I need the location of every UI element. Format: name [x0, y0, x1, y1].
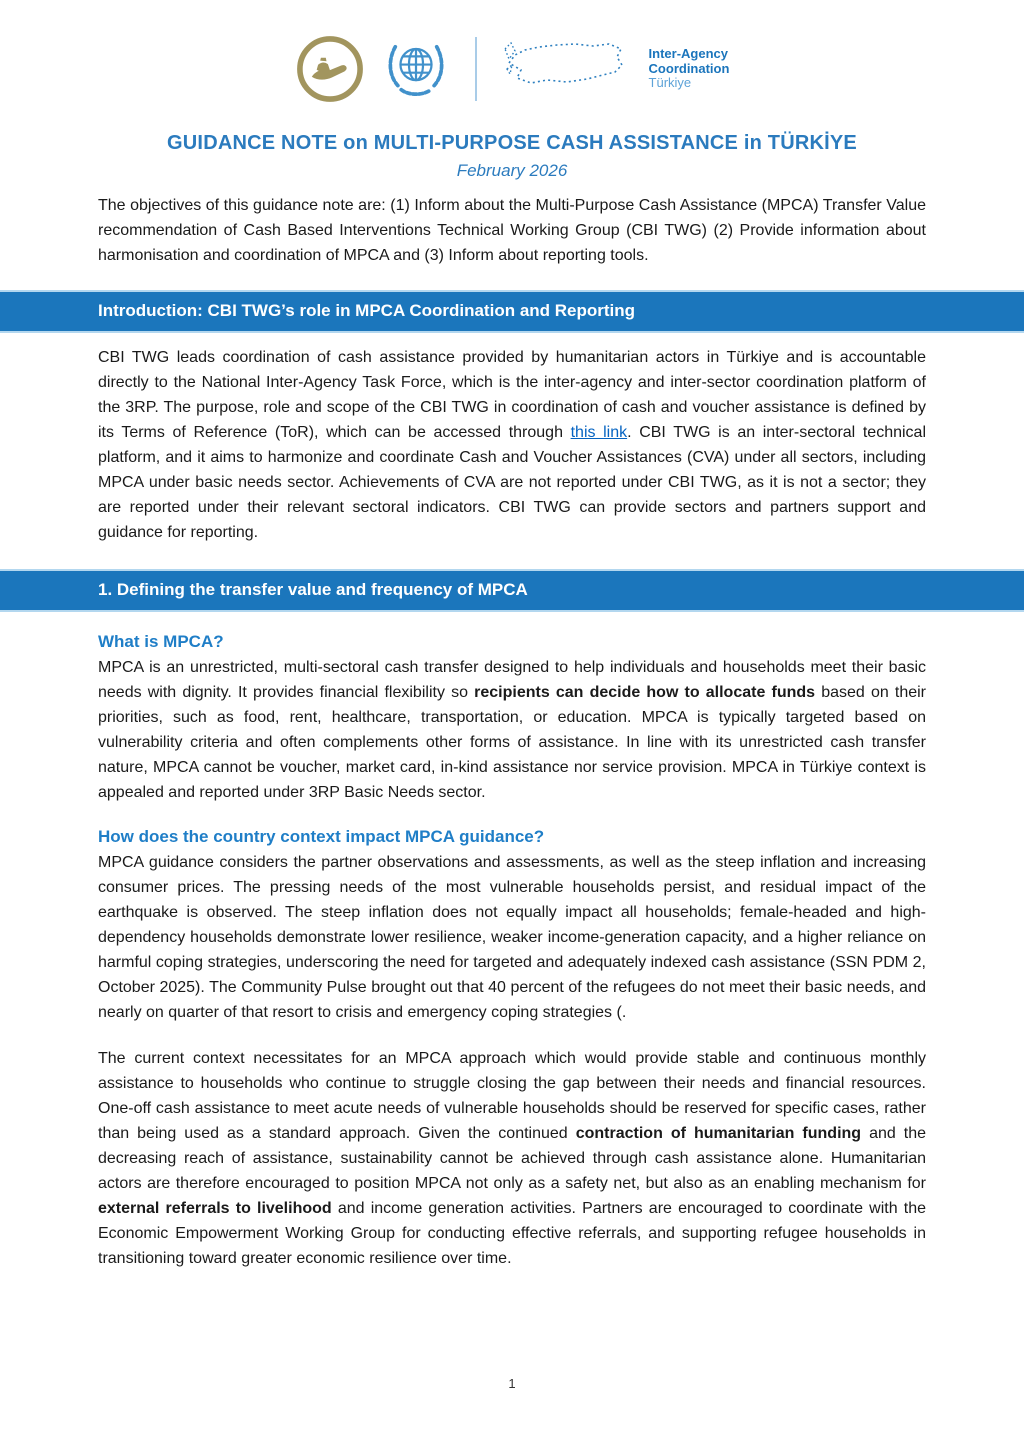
section-banner-1: 1. Defining the transfer value and frequency of MPCA [0, 569, 1024, 612]
tor-link[interactable]: this link [570, 424, 628, 441]
document-date: February 2026 [456, 161, 568, 180]
heading-what-is-mpca: What is MPCA? [98, 632, 224, 651]
introduction-paragraph: CBI TWG leads coordination of cash assistance provided by humanitarian actors in Türkiye and is accountable directly to the National Inter-Agency Task Force, which is the inter-agency and inter-sector coordination platform of the 3RP. The purpose, role and scope of the CBI TWG in coordination of cash and voucher assistance is defined by its Terms of Reference (ToR), which can be accessed through this link. CBI TWG is an inter-sectoral technical platform, and it aims to harmonize and coordinate Cash and Voucher Assistances (CVA) under all sectors, including MPCA under basic needs sector. Achievements of CVA are not reported under CBI TWG, as it is not a sector; they are reported under their relevant sectoral indicators. CBI TWG can provide sectors and partners support and guidance for reporting. [98, 349, 926, 541]
country-context-paragraph-1: MPCA guidance considers the partner observations and assessments, as well as the steep inflation and increasing consumer prices. The pressing needs of the most vulnerable households persist, and residual impact of the earthquake is observed. The steep inflation does not equally impact all households; female-headed and high-dependency households demonstrate lower resilience, weaker income-generation capacity, and a higher reliance on harmful coping strategies, underscoring the need for targeted and adequately indexed cash assistance (SSN PDM 2, October 2025). The Community Pulse brought out that 40 percent of the refugees do not meet their basic needs, and nearly on quarter of that resort to crisis and emergency coping strategies (. [98, 854, 926, 1021]
document-title: GUIDANCE NOTE on MULTI-PURPOSE CASH ASSISTANCE in TÜRKİYE [167, 132, 857, 154]
header-divider [475, 37, 477, 101]
turkiye-map-outline-icon [499, 35, 631, 103]
org-line-3: Türkiye [648, 75, 692, 91]
un-emblem-icon [379, 32, 453, 106]
section-banner-introduction: Introduction: CBI TWG’s role in MPCA Coordination and Reporting [0, 290, 1024, 333]
org-wordmark [645, 47, 730, 92]
org-line-1: Inter-Agency [648, 45, 729, 61]
intro-paragraph: The objectives of this guidance note are: (1) Inform about the Multi-Purpose Cash Assistance (MPCA) Transfer Value recommendation of Cash Based Interventions Technical Working Group (CBI TWG) (2) Provide information about harmonisation and coordination of MPCA and (3) Inform about reporting tools. [98, 197, 926, 264]
org-line-2: Coordination [648, 60, 730, 76]
heading-country-context: How does the country context impact MPCA guidance? [98, 827, 545, 846]
content-intro [0, 193, 1024, 268]
content-introduction [0, 345, 1024, 545]
what-is-mpca-paragraph: MPCA is an unrestricted, multi-sectoral cash transfer designed to help individuals and households meet their basic needs with dignity. It provides financial flexibility so recipients can decide how to allocate funds based on their priorities, such as food, rent, healthcare, transportation, or education. MPCA is typically targeted based on vulnerability criteria and often complements other forms of assistance. In line with its unrestricted cash transfer nature, MPCA cannot be voucher, market card, in-kind assistance nor service provision. MPCA in Türkiye context is appealed and reported under 3RP Basic Needs sector. [98, 659, 927, 801]
header-logo-row [0, 0, 1024, 106]
country-context-paragraph-2: The current context necessitates for an MPCA approach which would provide stable and continuous monthly assistance to households who continue to struggle closing the gap between their needs and financial resources. One-off cash assistance to meet acute needs of vulnerable households should be reserved for specific cases, rather than being used as a standard approach. Given the continued contraction of humanitarian funding and the decreasing reach of assistance, sustainability cannot be achieved through cash assistance alone. Humanitarian actors are therefore encouraged to position MPCA not only as a safety net, but also as an enabling mechanism for external referrals to livelihood and income generation activities. Partners are encouraged to coordinate with the Economic Empowerment Working Group for conducting effective referrals, and supporting refugee households in transitioning toward greater economic resilience over time. [98, 1050, 927, 1267]
title-block [0, 132, 1024, 181]
content-section-1 [0, 632, 1024, 1271]
cash-assistance-logo-icon [295, 34, 365, 104]
page-number: 1 [508, 1376, 516, 1391]
